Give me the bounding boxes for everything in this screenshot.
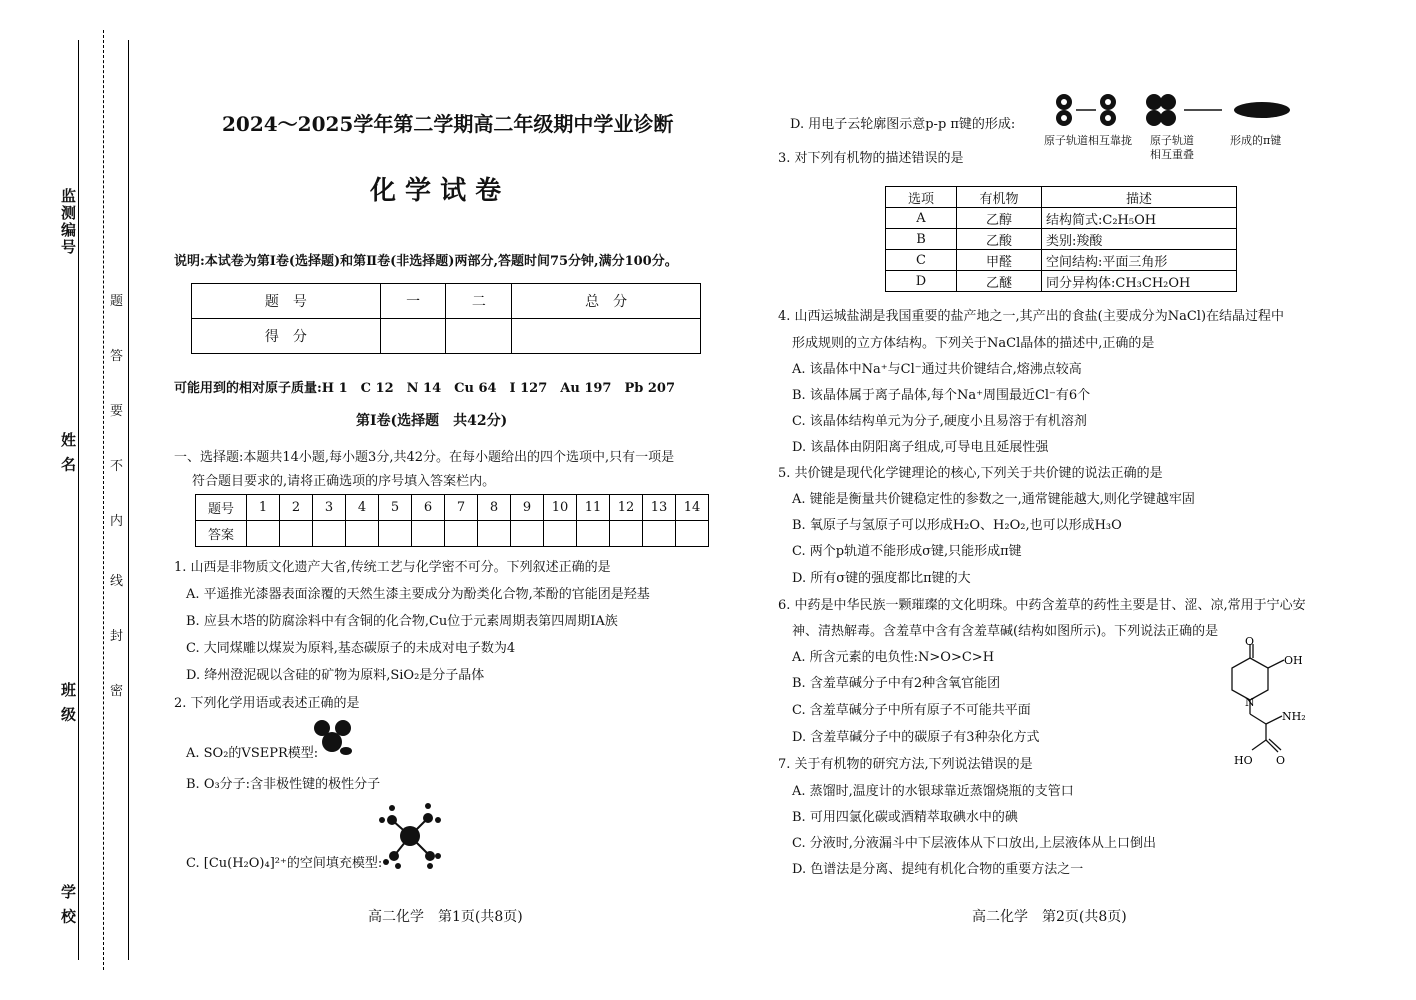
answer-number: 6	[412, 495, 445, 521]
right-line: C. 含羞草碱分子中所有原子不可能共平面	[792, 703, 1031, 718]
seal-char: 内	[110, 514, 124, 529]
right-line: C. 该晶体结构单元为分子,硬度小且易溶于有机溶剂	[792, 414, 1087, 429]
q3-cell: 结构简式:C₂H₅OH	[1042, 208, 1237, 229]
answer-number: 1	[247, 495, 280, 521]
answer-header: 答案	[196, 521, 247, 547]
answer-header: 题号	[196, 495, 247, 521]
atomic-masses: 可能用到的相对原子质量:H 1 C 12 N 14 Cu 64 I 127 Au 197 Pb 207	[174, 381, 676, 396]
q2-option-a: A. SO₂的VSEPR模型:	[186, 746, 319, 761]
id-label: 监测编号	[59, 188, 77, 256]
pi-bond-diagram	[1050, 92, 1300, 128]
pi-label-4: 形成的π键	[1230, 134, 1282, 147]
answer-cell[interactable]	[247, 521, 280, 547]
question-1: 1. 山西是非物质文化遗产大省,传统工艺与化学密不可分。下列叙述正确的是	[174, 560, 611, 575]
answer-cell[interactable]	[577, 521, 610, 547]
right-line: 形成规则的立方体结构。下列关于NaCl晶体的描述中,正确的是	[792, 336, 1155, 351]
answer-number: 3	[313, 495, 346, 521]
answer-number: 12	[610, 495, 643, 521]
right-line: D. 色谱法是分离、提纯有机化合物的重要方法之一	[792, 862, 1084, 877]
q2-option-c: C. [Cu(H₂O)₄]²⁺的空间填充模型:	[186, 856, 383, 871]
q3-cell: 乙醇	[957, 208, 1042, 229]
atom-o: O	[1245, 636, 1255, 648]
right-line: B. 该晶体属于离子晶体,每个Na⁺周围最近Cl⁻有6个	[792, 388, 1091, 403]
q3-cell: 乙醚	[957, 271, 1042, 292]
answer-cell[interactable]	[313, 521, 346, 547]
answer-number: 10	[544, 495, 577, 521]
right-line: B. 可用四氯化碳或酒精萃取碘水中的碘	[792, 810, 1018, 825]
section1-instruction-2: 符合题目要求的,请将正确选项的序号填入答案栏内。	[192, 474, 496, 489]
school-label: 学 校	[59, 884, 77, 926]
atom-o2: O	[1276, 754, 1286, 767]
answer-cell[interactable]	[379, 521, 412, 547]
answer-cell[interactable]	[676, 521, 709, 547]
q3-table	[885, 186, 1237, 292]
answer-number: 13	[643, 495, 676, 521]
right-line: 5. 共价键是现代化学键理论的核心,下列关于共价键的说法正确的是	[778, 466, 1163, 481]
answer-number: 7	[445, 495, 478, 521]
q3-cell: C	[886, 250, 957, 271]
name-label: 姓 名	[59, 432, 77, 474]
pi-label-2: 原子轨道	[1150, 134, 1194, 147]
answer-number: 8	[478, 495, 511, 521]
score-header: 总 分	[512, 284, 701, 319]
q1-option-a: A. 平遥推光漆器表面涂覆的天然生漆主要成分为酚类化合物,苯酚的官能团是羟基	[186, 587, 650, 602]
answer-number: 4	[346, 495, 379, 521]
q3-cell: 类别:羧酸	[1042, 229, 1237, 250]
right-line: B. 氧原子与氢原子可以形成H₂O、H₂O₂,也可以形成H₃O	[792, 518, 1122, 533]
q3-cell: D	[886, 271, 957, 292]
q3-cell: 同分异构体:CH₃CH₂OH	[1042, 271, 1237, 292]
seal-char: 封	[110, 629, 124, 644]
q1-option-d: D. 绛州澄泥砚以含硅的矿物为原料,SiO₂是分子晶体	[186, 668, 485, 683]
seal-char: 密	[110, 684, 124, 699]
answer-cell[interactable]	[412, 521, 445, 547]
answer-cell[interactable]	[346, 521, 379, 547]
q3-cell: 空间结构:平面三角形	[1042, 250, 1237, 271]
seal-char: 不	[110, 459, 124, 474]
answer-cell[interactable]	[445, 521, 478, 547]
exam-note: 说明:本试卷为第Ⅰ卷(选择题)和第Ⅱ卷(非选择题)两部分,答题时间75分钟,满分100分。	[174, 254, 678, 269]
right-line: C. 两个p轨道不能形成σ键,只能形成π键	[792, 544, 1022, 559]
subject-title: 化 学 试 卷	[370, 176, 502, 206]
exam-title: 2024～2025学年第二学期高二年级期中学业诊断	[222, 112, 674, 136]
seal-char: 线	[110, 574, 124, 589]
seal-char: 题	[110, 294, 124, 309]
right-line: A. 键能是衡量共价键稳定性的参数之一,通常键能越大,则化学键越牢固	[792, 492, 1195, 507]
pi-label-1: 原子轨道相互靠拢	[1044, 134, 1132, 147]
q3-header: 描述	[1042, 187, 1237, 208]
answer-number: 14	[676, 495, 709, 521]
q3-cell: 甲醛	[957, 250, 1042, 271]
answer-cell[interactable]	[643, 521, 676, 547]
pi-label-3: 相互重叠	[1150, 148, 1194, 161]
q2-option-b: B. O₃分子:含非极性键的极性分子	[186, 777, 381, 792]
right-line: 4. 山西运城盐湖是我国重要的盐产地之一,其产出的食盐(主要成分为NaCl)在结晶过程中	[778, 309, 1285, 324]
answer-cell[interactable]	[280, 521, 313, 547]
right-line: B. 含羞草碱分子中有2种含氧官能团	[792, 676, 1001, 691]
class-label: 班 级	[59, 682, 77, 724]
q3-header: 选项	[886, 187, 957, 208]
answer-number: 11	[577, 495, 610, 521]
right-line: 神、清热解毒。含羞草中含有含羞草碱(结构如图所示)。下列说法正确的是	[792, 624, 1219, 639]
answer-number: 5	[379, 495, 412, 521]
atom-n: N	[1245, 696, 1255, 709]
mimosine-structure	[1222, 636, 1334, 772]
answer-cell[interactable]	[544, 521, 577, 547]
right-line: 7. 关于有机物的研究方法,下列说法错误的是	[778, 757, 1033, 772]
right-line: A. 所含元素的电负性:N>O>C>H	[792, 650, 995, 665]
right-line: D. 该晶体由阴阳离子组成,可导电且延展性强	[792, 440, 1049, 455]
question-3: 3. 对下列有机物的描述错误的是	[778, 151, 964, 166]
answer-cell[interactable]	[478, 521, 511, 547]
answer-cell[interactable]	[610, 521, 643, 547]
q3-cell: 乙酸	[957, 229, 1042, 250]
answer-number: 9	[511, 495, 544, 521]
score-cell[interactable]	[512, 319, 701, 354]
q1-option-b: B. 应县木塔的防腐涂料中有含铜的化合物,Cu位于元素周期表第四周期ⅠA族	[186, 614, 618, 629]
part1-title: 第Ⅰ卷(选择题 共42分)	[356, 413, 508, 429]
answer-table	[195, 494, 709, 547]
q3-cell: B	[886, 229, 957, 250]
score-header: 题 号	[192, 284, 381, 319]
seal-char: 答	[110, 349, 124, 364]
q3-cell: A	[886, 208, 957, 229]
footer-left: 高二化学 第1页(共8页)	[368, 909, 523, 925]
seal-char: 要	[110, 404, 124, 419]
score-header: 二	[446, 284, 512, 319]
footer-right: 高二化学 第2页(共8页)	[972, 909, 1127, 925]
answer-cell[interactable]	[511, 521, 544, 547]
score-row-label: 得 分	[192, 319, 381, 354]
score-cell[interactable]	[446, 319, 512, 354]
score-cell[interactable]	[380, 319, 446, 354]
q3-header: 有机物	[957, 187, 1042, 208]
right-line: A. 该晶体中Na⁺与Cl⁻通过共价键结合,熔沸点较高	[792, 362, 1082, 377]
right-line: C. 分液时,分液漏斗中下层液体从下口放出,上层液体从上口倒出	[792, 836, 1157, 851]
atom-nh2: NH₂	[1282, 710, 1306, 723]
right-line: 6. 中药是中华民族一颗璀璨的文化明珠。中药含羞草的药性主要是甘、涩、凉,常用于宁心安	[778, 598, 1306, 613]
q1-option-c: C. 大同煤雕以煤炭为原料,基态碳原子的未成对电子数为4	[186, 641, 516, 656]
atom-oh: OH	[1284, 654, 1303, 667]
so2-vsepr-model	[310, 718, 356, 762]
atom-ho: HO	[1234, 754, 1253, 767]
cu-complex-model	[376, 800, 444, 870]
q2-option-d: D. 用电子云轮廓图示意p-p π键的形成:	[790, 117, 1016, 132]
right-line: D. 所有σ键的强度都比π键的大	[792, 571, 971, 586]
right-line: A. 蒸馏时,温度计的水银球靠近蒸馏烧瓶的支管口	[792, 784, 1074, 799]
score-header: 一	[380, 284, 446, 319]
answer-number: 2	[280, 495, 313, 521]
score-table	[191, 283, 701, 354]
question-2: 2. 下列化学用语或表述正确的是	[174, 696, 360, 711]
section1-instruction: 一、选择题:本题共14小题,每小题3分,共42分。在每小题给出的四个选项中,只有一项是	[174, 450, 675, 465]
right-line: D. 含羞草碱分子中的碳原子有3种杂化方式	[792, 730, 1040, 745]
